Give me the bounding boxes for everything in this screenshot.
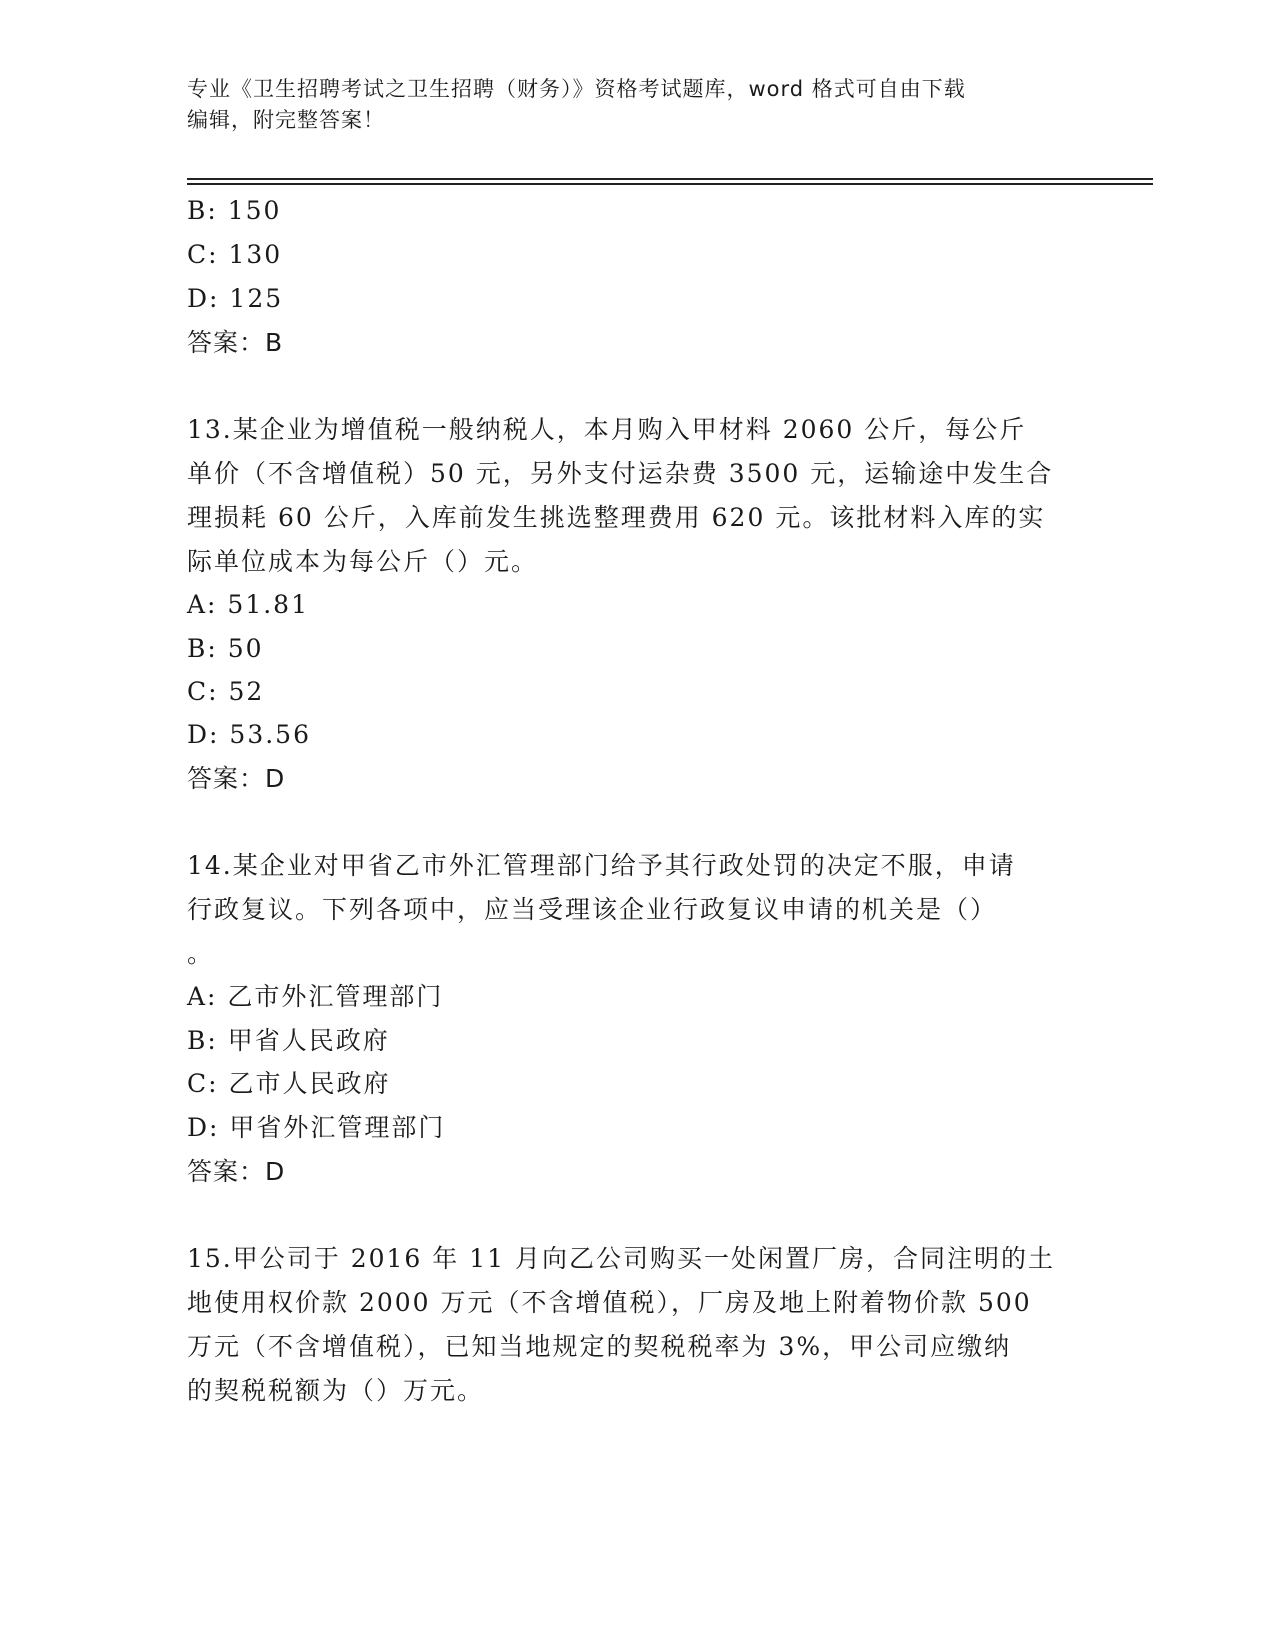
option-d: D: 甲省外汇管理部门 bbox=[187, 1113, 446, 1142]
header-divider-bottom bbox=[187, 183, 1153, 185]
option-c: C: 乙市人民政府 bbox=[187, 1069, 391, 1098]
answer: 答案：B bbox=[187, 328, 284, 357]
header-line-2: 编辑，附完整答案！ bbox=[187, 108, 385, 132]
question-text-line: 地使用权价款 2000 万元（不含增值税），厂房及地上附着物价款 500 bbox=[187, 1288, 1032, 1317]
question-text-line: 13.某企业为增值税一般纳税人，本月购入甲材料 2060 公斤，每公斤 bbox=[187, 415, 1027, 444]
question-text-line: 理损耗 60 公斤，入库前发生挑选整理费用 620 元。该批材料入库的实 bbox=[187, 503, 1046, 532]
option-c: C: 130 bbox=[187, 240, 283, 269]
question-text-line: 行政复议。下列各项中，应当受理该企业行政复议申请的机关是（） bbox=[187, 895, 998, 924]
option-d: D: 125 bbox=[187, 284, 284, 313]
option-a: A: 乙市外汇管理部门 bbox=[187, 982, 444, 1011]
document-header bbox=[187, 74, 1067, 136]
answer: 答案：D bbox=[187, 764, 286, 793]
option-b: B: 甲省人民政府 bbox=[187, 1026, 390, 1055]
header-line-1: 专业《卫生招聘考试之卫生招聘（财务）》资格考试题库，word 格式可自由下载 bbox=[187, 77, 966, 101]
question-text-line: 单价（不含增值税）50 元，另外支付运杂费 3500 元，运输途中发生合 bbox=[187, 459, 1054, 488]
option-d: D: 53.56 bbox=[187, 720, 311, 749]
option-a: A: 51.81 bbox=[187, 590, 309, 619]
question-text-line: 14.某企业对甲省乙市外汇管理部门给予其行政处罚的决定不服，申请 bbox=[187, 851, 1016, 880]
option-b: B: 150 bbox=[187, 196, 282, 225]
question-text-line: 。 bbox=[187, 939, 215, 968]
question-text-line: 15.甲公司于 2016 年 11 月向乙公司购买一处闲置厂房，合同注明的土 bbox=[187, 1244, 1055, 1273]
answer: 答案：D bbox=[187, 1157, 286, 1186]
header-divider-top bbox=[187, 178, 1153, 180]
option-b: B: 50 bbox=[187, 634, 264, 663]
question-text-line: 的契税税额为（）万元。 bbox=[187, 1376, 485, 1405]
option-c: C: 52 bbox=[187, 677, 265, 706]
question-text-line: 万元（不含增值税），已知当地规定的契税税率为 3%，甲公司应缴纳 bbox=[187, 1332, 1012, 1361]
question-text-line: 际单位成本为每公斤（）元。 bbox=[187, 547, 539, 576]
